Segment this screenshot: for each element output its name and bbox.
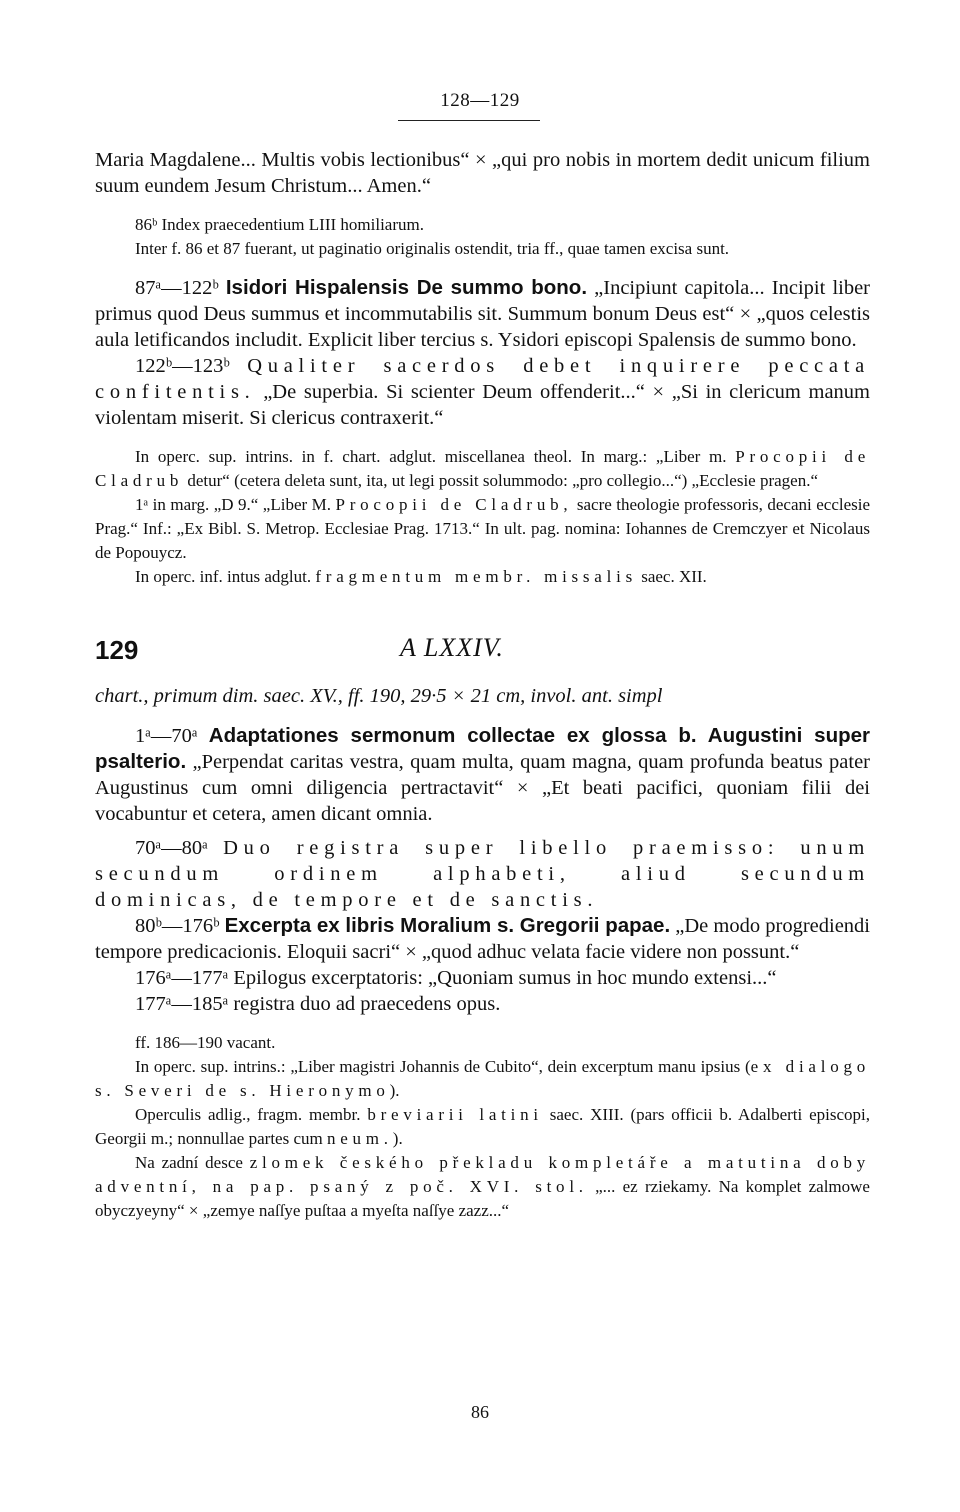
note-text: In operc. sup. intrins. in f. chart. adglut. miscellanea theol. In marg.: „Liber m. [135, 447, 727, 466]
entry-description: chart., primum dim. saec. XV., ff. 190, 29·5 × 21 cm, invol. ant. simpl [95, 685, 663, 707]
paragraph-fragment-note [95, 565, 870, 589]
folio-ref: 80ᵇ—176ᵇ [135, 915, 220, 937]
paragraph-registra-duo [95, 991, 870, 1017]
paragraph-czech-fragment [95, 1151, 870, 1223]
incipit-text: „Perpendat caritas vestra, quam multa, quam magna, quam profunda beatus pater Augustinus cum omni diligencia pertractavit“ × „Et beati pacifici, quoniam filii dei vocabuntur et cetera, amen dicant omnia. [95, 751, 870, 825]
note-text: saec. XIII. (pars officii b. Adalberti episcopi, Georgii m.; nonnullae partes cum [95, 1105, 871, 1148]
entry-number: 129 [95, 635, 139, 665]
note-text: In operc. sup. intrins.: „Liber magistri Johannis de Cubito“, dein excerptum manu ipsius ( [135, 1057, 751, 1076]
folio-ref: 177ᵃ—185ᵃ [135, 993, 229, 1015]
incipit-text: Epilogus excerptatoris: „Quoniam sumus in hoc mundo extensi...“ [233, 967, 777, 989]
spaced-name: Procopii de Cladrub, [335, 495, 573, 514]
paragraph-cubito [95, 1055, 870, 1103]
paragraph-maria-magdalene: Maria Magdalene... Multis vobis lectionibus“ × „qui pro nobis in mortem dedit unicum filium suum eundem Jesum Christum... Amen.“ [95, 149, 870, 197]
note-text: „... ez rziekamy. Na komplet zalmowe obyczyeyny“ × „zemye naſſye puſtaa a myeſta naſſye zazz...“ [95, 1177, 870, 1220]
paragraph-adaptationes [95, 723, 870, 827]
note-text: ). [392, 1129, 403, 1148]
spaced-title: Qualiter sacerdos debet inquirere peccata confitentis. [95, 355, 870, 403]
paragraph-vacant: ff. 186—190 vacant. [135, 1033, 276, 1052]
incipit-text: „De superbia. Si scienter Deum offenderit...“ × „Si in clericum manum violentam miserit. Si clericus contraxerit.“ [95, 381, 871, 429]
spaced-phrase: neum. [326, 1129, 393, 1148]
note-text: In operc. inf. intus adglut. [135, 567, 312, 586]
entry-heading [95, 629, 870, 677]
paragraph-operc-note [95, 445, 870, 493]
folio-ref: 87ᵃ—122ᵇ [135, 277, 219, 299]
spaced-name: Procopii de Cladrub [95, 447, 871, 490]
paragraph-epilogus [95, 965, 870, 991]
page-number: 86 [471, 1402, 489, 1422]
spaced-title: Duo registra super libello praemisso: unum secundum ordinem alphabeti, aliud secundum dominicas, de tempore et de sanctis. [95, 837, 870, 911]
header-rule [398, 120, 540, 121]
spaced-phrase: ex dialogo s. Severi de s. Hieronymo [95, 1057, 870, 1100]
spaced-phrase: zlomek českého překladu kompletáře a matutina doby adventní, na pap. psaný z poč. XVI. stol. [95, 1153, 871, 1196]
folio-ref: 122ᵇ—123ᵇ [135, 355, 230, 377]
work-title: Adaptationes sermonum collectae ex glossa b. Augustini super psalterio. [95, 724, 870, 773]
work-title: Excerpta ex libris Moralium s. Gregorii papae. [224, 914, 671, 937]
paragraph-folio-note: Inter f. 86 et 87 fuerant, ut paginatio originalis ostendit, tria ff., quae tamen excisa sunt. [135, 239, 730, 258]
incipit-text: registra duo ad praecedens opus. [233, 993, 501, 1015]
paragraph-excerpta [95, 913, 870, 965]
paragraph-isidori [95, 275, 870, 353]
incipit-text: „Incipiunt capitola... Incipit liber primus quod Deus summus et incommutabilis sit. Summum bonum Deus est“ × „quos celestis aula letificandos includit. Explicit liber tercius s. Ysidori episcopi Spalensis de summo bono. [95, 277, 871, 351]
note-text: 1ᵃ in marg. „D 9.“ „Liber M. [135, 495, 332, 514]
running-header: 128—129 [440, 90, 520, 111]
note-text: Na zadní desce [135, 1153, 243, 1172]
folio-ref: 1ᵃ—70ᵃ [135, 725, 198, 747]
main-content [95, 147, 870, 1223]
note-text: ). [389, 1081, 400, 1100]
folio-ref: 176ᵃ—177ᵃ [135, 967, 229, 989]
paragraph-registra [95, 835, 870, 913]
paragraph-index: 86ᵇ Index praecedentium LIII homiliarum. [135, 215, 424, 234]
paragraph-breviarii [95, 1103, 870, 1151]
note-text: sacre theologie professoris, decani ecclesie Prag.“ Inf.: „Ex Bibl. S. Metrop. Ecclesiae Prag. 1713.“ In ult. pag. nomina: Iohannes de Cremczyer et Nicolaus de Popouycz. [95, 495, 871, 562]
note-text: detur“ (cetera deleta sunt, ita, ut legi possit solummodo: „pro collegio...“) „Ecclesie pragen.“ [187, 471, 819, 490]
paragraph-qualiter [95, 353, 870, 431]
paragraph-marg-note [95, 493, 870, 565]
spaced-phrase: breviarii latini [367, 1105, 543, 1124]
note-text: saec. XII. [641, 567, 707, 586]
spaced-phrase: fragmentum membr. missalis [315, 567, 637, 586]
note-text: Operculis adlig., fragm. membr. [135, 1105, 361, 1124]
incipit-text: „De modo progrediendi tempore predicacionis. Eloquii sacri“ × „quod adhuc velata facie videre non possunt.“ [95, 915, 870, 963]
shelfmark: A LXXIV. [400, 633, 504, 662]
work-title: Isidori Hispalensis De summo bono. [225, 276, 588, 299]
folio-ref: 70ᵃ—80ᵃ [135, 837, 208, 859]
